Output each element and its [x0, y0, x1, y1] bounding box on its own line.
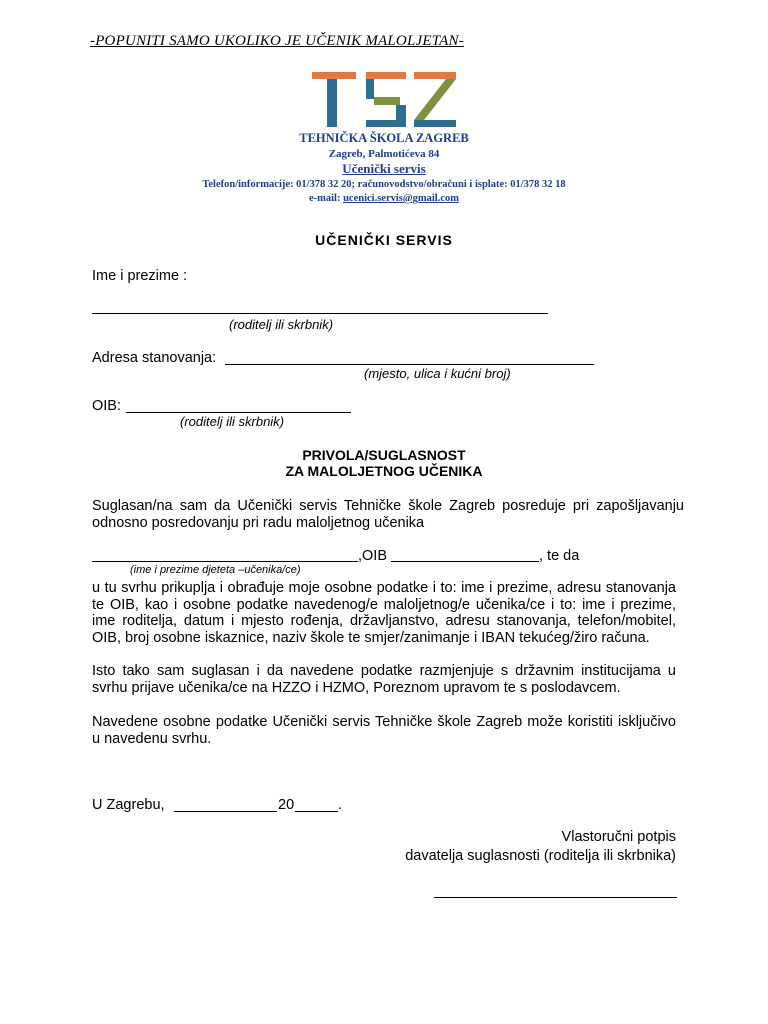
school-name: TEHNIČKA ŠKOLA ZAGREB [299, 131, 469, 145]
email-link[interactable]: ucenici.servis@gmail.com [343, 193, 460, 204]
name-hint: (roditelj ili skrbnik) [229, 317, 334, 332]
date-year-prefix: 20 [278, 797, 295, 813]
name-line[interactable] [92, 313, 548, 314]
signature-line2: davatelja suglasnosti (roditelja ili skrbnika) [405, 848, 676, 864]
oib-label: OIB: [92, 398, 122, 414]
name-label: Ime i prezime : [92, 268, 188, 284]
signature-line[interactable] [434, 897, 677, 898]
consent-title-line1: PRIVOLA/SUGLASNOST [302, 447, 466, 463]
logo-s-mid [374, 97, 400, 105]
logo-t-bar [312, 72, 356, 79]
address-label: Adresa stanovanja: [92, 350, 217, 366]
date-year-line[interactable] [295, 811, 338, 812]
student-suffix: , te da [539, 548, 580, 564]
consent-paragraph-2: u tu svrhu prikuplja i obrađuje moje osobne podatke i to: ime i prezime, adresu stanovanja te OIB, kao i osobne podatke navedenog/e maloljetnog/e učenika/ce i to: ime i prezime, ime roditelja, datum i mjesto rođenja, državljanstvo, adresu stanovanja, telefon/mobitel, OIB, broj osobne iskaznice, naziv škole te smjer/zanimanje i IBAN tekućeg/žiro računa. [92, 580, 676, 646]
consent-paragraph-4: Navedene osobne podatke Učenički servis Tehničke škole Zagreb može koristiti isključivo u navedenu svrhu. [92, 714, 676, 747]
consent-title [0, 447, 768, 479]
logo-z-bottom [414, 120, 456, 127]
school-telephone: Telefon/informacije: 01/378 32 20; računovodstvo/obračuni i isplate: 01/378 32 18 [202, 179, 566, 190]
school-address: Zagreb, Palmotićeva 84 [328, 148, 440, 160]
email-label: e-mail: [308, 193, 341, 204]
top-note: -POPUNITI SAMO UKOLIKO JE UČENIK MALOLJETAN- [90, 33, 464, 49]
date-prefix: U Zagrebu, [92, 797, 165, 813]
student-oib-line[interactable] [391, 561, 539, 562]
student-name-line[interactable] [92, 561, 358, 562]
signature-line1: Vlastoručni potpis [561, 829, 676, 845]
logo-s-right [396, 105, 406, 127]
student-oib-label: ,OIB [358, 548, 388, 564]
school-email [0, 193, 768, 204]
logo-s-top [366, 72, 406, 79]
consent-paragraph-1: Suglasan/na sam da Učenički servis Tehničke škole Zagreb posreduje pri zapošljavanju odnosno posredovanju pri radu maloljetnog učenika [92, 498, 684, 531]
address-line[interactable] [225, 364, 594, 365]
school-servis: Učenički servis [342, 161, 426, 176]
consent-title-line2: ZA MALOLJETNOG UČENIKA [285, 463, 483, 479]
address-hint: (mjesto, ulica i kućni broj) [364, 366, 511, 381]
date-suffix: . [338, 797, 343, 813]
consent-paragraph-3: Isto tako sam suglasan i da navedene podatke razmjenjuje s državnim institucijama u svrhu prijave učenika/ce na HZZO i HZMO, Poreznom upravom te s poslodavcem. [92, 663, 676, 696]
main-title: UČENIČKI SERVIS [315, 232, 453, 248]
logo-z-diag [414, 79, 456, 120]
logo-s-left [366, 79, 374, 99]
logo-s-bottom [366, 120, 396, 127]
school-logo [312, 70, 458, 128]
date-day-line[interactable] [174, 811, 277, 812]
oib-line[interactable] [126, 412, 351, 413]
oib-hint: (roditelj ili skrbnik) [180, 414, 285, 429]
student-hint: (ime i prezime djeteta –učenika/ce) [130, 564, 301, 576]
logo-z-top [414, 72, 456, 79]
logo-t-stem [327, 79, 337, 127]
